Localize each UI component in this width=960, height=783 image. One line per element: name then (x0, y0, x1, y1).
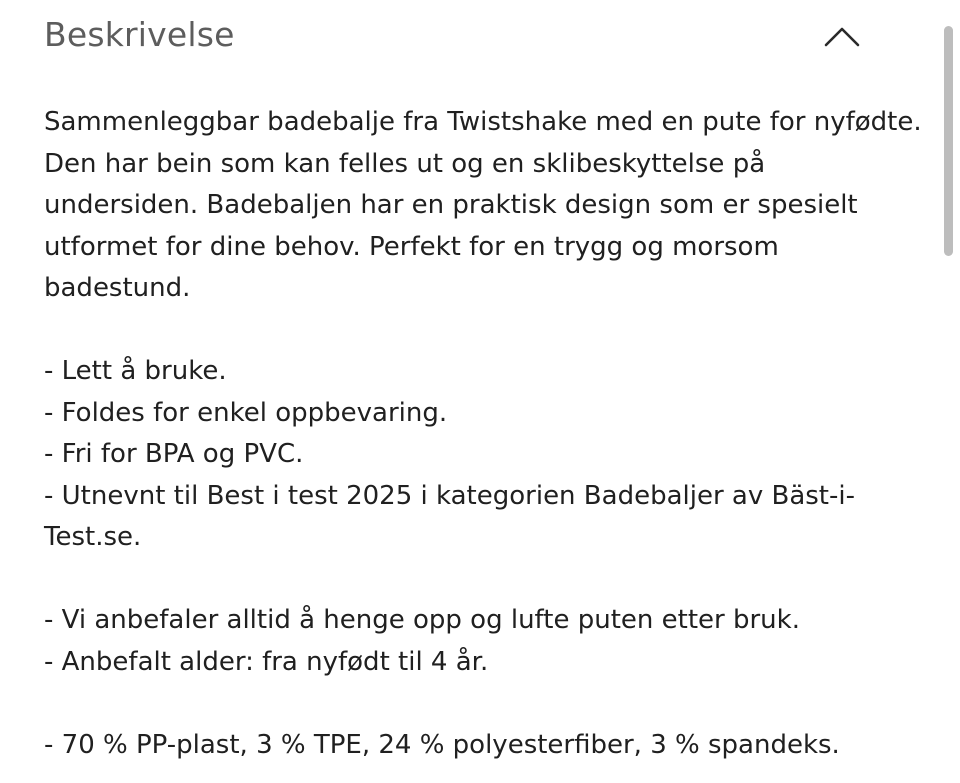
material-item: - 70 % PP-plast, 3 % TPE, 24 % polyesterfiber, 3 % spandeks. (44, 729, 840, 760)
feature-item: - Fri for BPA og PVC. (44, 439, 304, 469)
feature-item: - Utnevnt til Best i test 2025 i kategorien Badebaljer av Bäst-i-Test.se. (44, 480, 855, 552)
accordion-header[interactable] (44, 0, 884, 72)
spacer (44, 310, 924, 352)
spacer (44, 683, 924, 725)
care-item: - Vi anbefaler alltid å henge opp og lufte puten etter bruk. (44, 605, 800, 635)
section-title: Beskrivelse (44, 15, 235, 54)
collapse-toggle-button[interactable] (822, 18, 862, 54)
chevron-up-icon (824, 25, 860, 47)
feature-item: - Foldes for enkel oppbevaring. (44, 397, 448, 428)
care-item: - Anbefalt alder: fra nyfødt til 4 år. (44, 646, 489, 677)
feature-item: - Lett å bruke. (44, 356, 227, 386)
scrollbar-thumb[interactable] (944, 26, 953, 256)
spacer (44, 559, 924, 601)
intro-paragraph: Sammenleggbar badebalje fra Twistshake med en pute for nyfødte. Den har bein som kan felles ut og en sklibeskyttelse på undersiden. Badebaljen har en praktisk design som er spesielt utformet for dine behov. Perfekt for en trygg og morsom badestund. (44, 107, 922, 303)
description-body (44, 102, 924, 766)
